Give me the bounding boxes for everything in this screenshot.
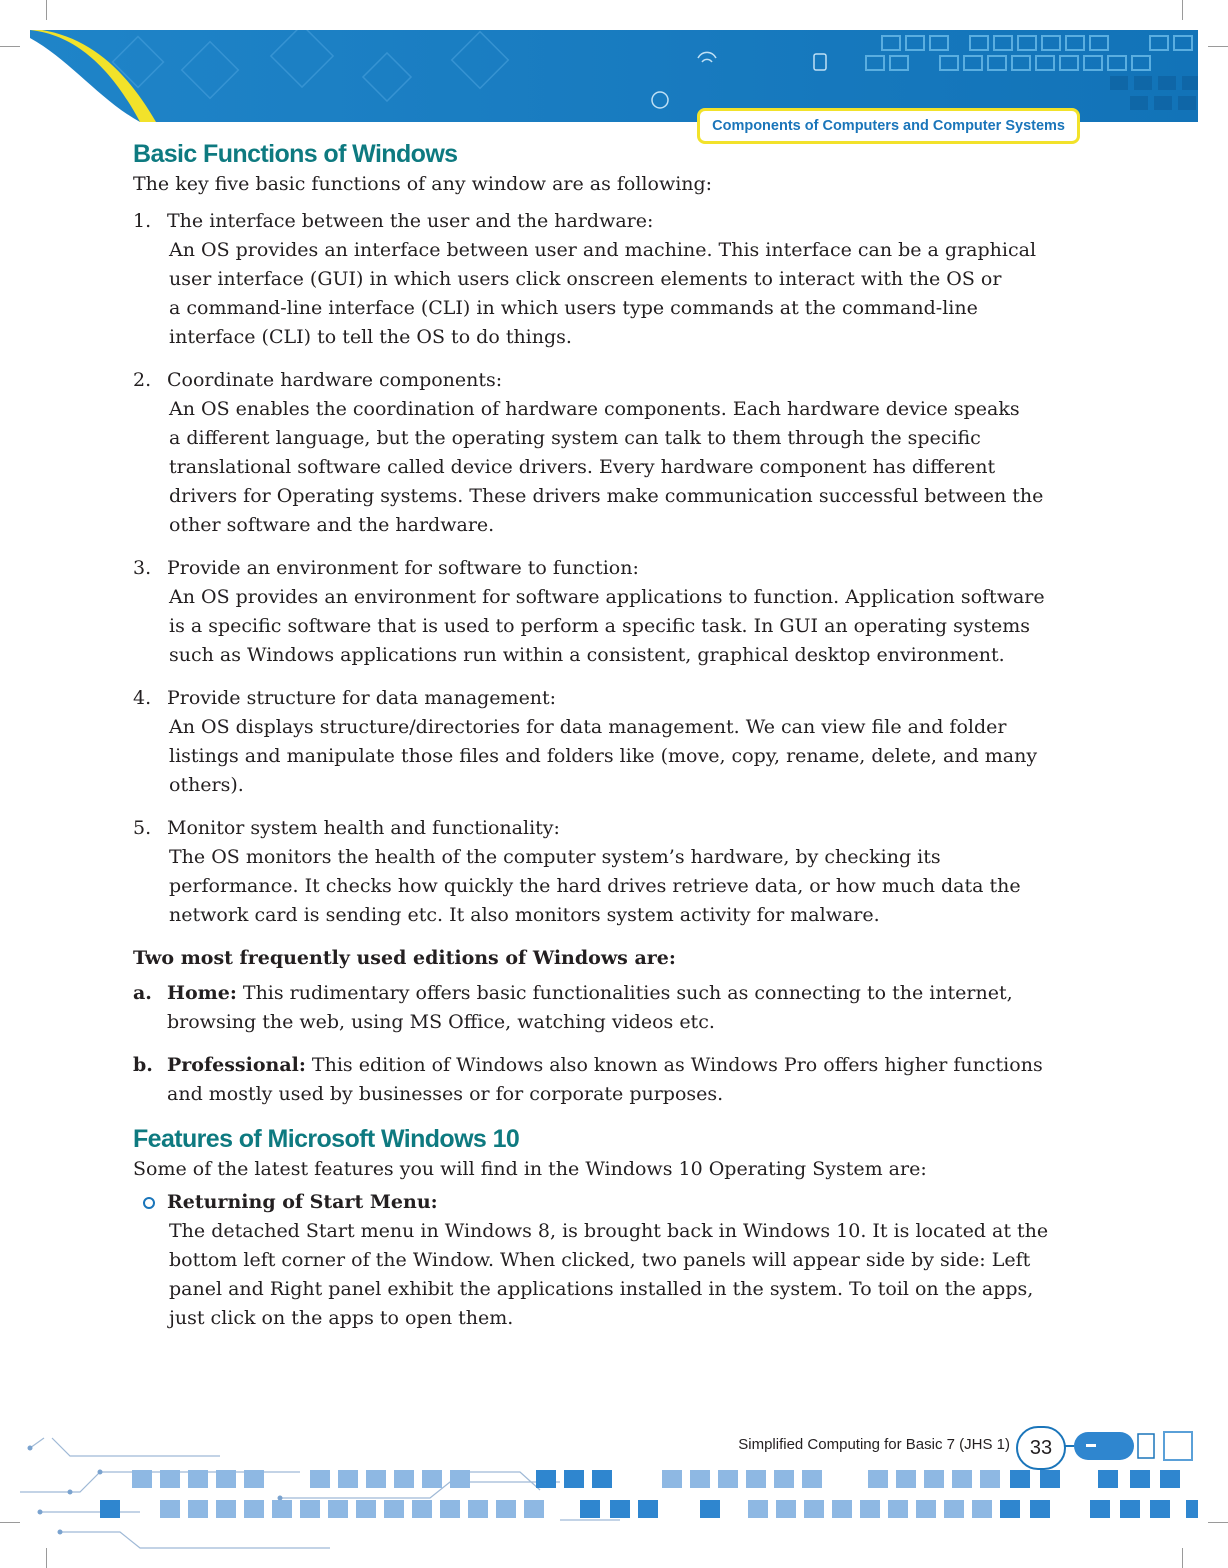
list-item xyxy=(133,1051,1108,1109)
body-line: drivers for Operating systems. These drivers make communication successful between the xyxy=(169,485,1044,507)
body-line: bottom left corner of the Window. When clicked, two panels will appear side by side: Left xyxy=(169,1249,1031,1271)
item-number: 4. xyxy=(133,687,152,709)
item-letter: a. xyxy=(133,982,152,1004)
crop-mark xyxy=(1182,0,1183,20)
item-body xyxy=(133,583,1108,670)
body-line: network card is sending etc. It also monitors system activity for malware. xyxy=(169,904,880,926)
circle-bullet-icon xyxy=(133,1197,167,1209)
section-heading-basic-functions: Basic Functions of Windows xyxy=(133,140,458,168)
crop-mark xyxy=(0,46,20,47)
edition-term: Professional: xyxy=(167,1054,306,1076)
list-item xyxy=(133,554,1108,670)
item-number: 5. xyxy=(133,817,152,839)
item-number: 3. xyxy=(133,557,152,579)
body-line: An OS displays structure/directories for data management. We can view file and folder xyxy=(169,716,1007,738)
body-line: is a specific software that is used to perform a specific task. In GUI an operating systems xyxy=(169,615,1030,637)
item-body xyxy=(133,713,1108,800)
list-item xyxy=(133,814,1108,930)
item-body xyxy=(133,843,1108,930)
body-line: translational software called device drivers. Every hardware component has different xyxy=(169,456,996,478)
body-line: a command-line interface (CLI) in which users type commands at the command-line xyxy=(169,297,978,319)
body-line: performance. It checks how quickly the hard drives retrieve data, or how much data the xyxy=(169,875,1021,897)
edition-text: and mostly used by businesses or for corporate purposes. xyxy=(167,1083,724,1105)
edition-term: Home: xyxy=(167,982,237,1004)
item-title: Provide structure for data management: xyxy=(167,687,557,709)
item-body xyxy=(133,236,1108,352)
book-title: Simplified Computing for Basic 7 (JHS 1) xyxy=(738,1436,1010,1453)
item-body xyxy=(133,1217,1108,1333)
body-line: An OS provides an environment for software applications to function. Application software xyxy=(169,586,1045,608)
body-line: An OS provides an interface between user and machine. This interface can be a graphical xyxy=(169,239,1037,261)
list-item xyxy=(133,1188,1108,1333)
item-number: 1. xyxy=(133,210,152,232)
item-title: The interface between the user and the hardware: xyxy=(167,210,654,232)
item-title: Monitor system health and functionality: xyxy=(167,817,560,839)
list-item xyxy=(133,979,1108,1037)
edition-text: This rudimentary offers basic functionalities such as connecting to the internet, xyxy=(242,982,1013,1004)
page-number: 33 xyxy=(1016,1426,1066,1470)
page-header xyxy=(30,30,1198,134)
body-line: other software and the hardware. xyxy=(169,514,495,536)
body-line: others). xyxy=(169,774,244,796)
body-line: The detached Start menu in Windows 8, is brought back in Windows 10. It is located at the xyxy=(169,1220,1049,1242)
body-line: interface (CLI) to tell the OS to do things. xyxy=(169,326,572,348)
body-line: panel and Right panel exhibit the applications installed in the system. To toil on the apps, xyxy=(169,1278,1034,1300)
item-body xyxy=(133,395,1108,540)
section-intro: The key five basic functions of any window are as following: xyxy=(133,173,713,195)
list-item xyxy=(133,207,1108,352)
item-title: Coordinate hardware components: xyxy=(167,369,503,391)
body-line: just click on the apps to open them. xyxy=(169,1307,514,1329)
main-content xyxy=(133,138,1108,1333)
functions-list xyxy=(133,207,1108,930)
body-line: a different language, but the operating system can talk to them through the specific xyxy=(169,427,981,449)
body-line: An OS enables the coordination of hardware components. Each hardware device speaks xyxy=(169,398,1020,420)
crop-mark xyxy=(46,0,47,20)
page-footer xyxy=(0,1420,1228,1568)
item-letter: b. xyxy=(133,1054,153,1076)
editions-list xyxy=(133,979,1108,1109)
chapter-title-label: Components of Computers and Computer Systems xyxy=(697,108,1080,144)
body-line: listings and manipulate those files and folders like (move, copy, rename, delete, and many xyxy=(169,745,1038,767)
list-item xyxy=(133,684,1108,800)
section-heading-features: Features of Microsoft Windows 10 xyxy=(133,1125,520,1153)
edition-text: This edition of Windows also known as Windows Pro offers higher functions xyxy=(311,1054,1043,1076)
editions-heading: Two most frequently used editions of Windows are: xyxy=(133,947,676,969)
body-line: user interface (GUI) in which users click onscreen elements to interact with the OS or xyxy=(169,268,1002,290)
crop-mark xyxy=(1208,46,1228,47)
body-line: such as Windows applications run within a consistent, graphical desktop environment. xyxy=(169,644,1005,666)
body-line: The OS monitors the health of the computer system’s hardware, by checking its xyxy=(169,846,941,868)
item-title: Provide an environment for software to function: xyxy=(167,557,639,579)
item-number: 2. xyxy=(133,369,152,391)
edition-text: browsing the web, using MS Office, watching videos etc. xyxy=(167,1011,715,1033)
list-item xyxy=(133,366,1108,540)
section-intro: Some of the latest features you will find in the Windows 10 Operating System are: xyxy=(133,1158,927,1180)
feature-title: Returning of Start Menu: xyxy=(167,1191,438,1213)
